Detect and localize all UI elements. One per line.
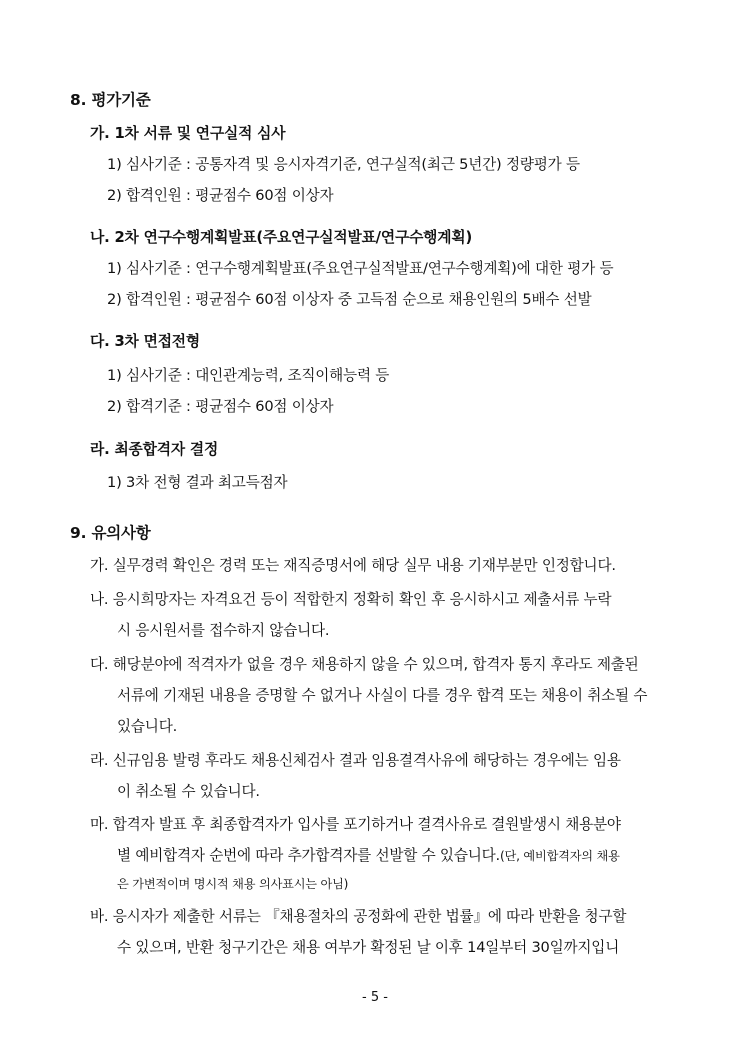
section-8-da-heading: 다. 3차 면접전형 [90, 333, 200, 350]
section-9-da-line-2: 서류에 기재된 내용을 증명할 수 없거나 사실이 다를 경우 합격 또는 채용이 취소될 수 [117, 687, 648, 704]
section-9-ma-line-1: 마. 합격자 발표 후 최종합격자가 입사를 포기하거나 결격사유로 결원발생시 채용분야 [90, 816, 621, 833]
section-9-da-line-1: 다. 해당분야에 적격자가 없을 경우 채용하지 않을 수 있으며, 합격자 통지 후라도 제출된 [90, 656, 639, 673]
section-8-na-heading: 나. 2차 연구수행계획발표(주요연구실적발표/연구수행계획) [90, 229, 473, 246]
section-9-ma-line-2-main: 별 예비합격자 순번에 따라 추가합격자를 선발할 수 있습니다. [117, 847, 500, 864]
section-8-ga-item-1: 1) 심사기준 : 공통자격 및 응시자격기준, 연구실적(최근 5년간) 정량평가 등 [107, 156, 580, 173]
section-9-ma-line-3: 은 가변적이며 명시적 채용 의사표시는 아님) [117, 877, 349, 891]
section-9-ra-line-1: 라. 신규임용 발령 후라도 채용신체검사 결과 임용결격사유에 해당하는 경우에는 임용 [90, 752, 621, 769]
section-8-da-item-1: 1) 심사기준 : 대인관계능력, 조직이해능력 등 [107, 367, 390, 384]
section-8-ga-heading: 가. 1차 서류 및 연구실적 심사 [90, 125, 286, 142]
page-number: - 5 - [362, 990, 388, 1005]
section-9-ba-line-2: 수 있으며, 반환 청구기간은 채용 여부가 확정된 날 이후 14일부터 30일까지입니 [117, 939, 620, 956]
section-9-ga: 가. 실무경력 확인은 경력 또는 재직증명서에 해당 실무 내용 기재부분만 인정합니다. [90, 557, 616, 574]
section-9-heading: 9. 유의사항 [70, 524, 151, 542]
section-9-na-line-2: 시 응시원서를 접수하지 않습니다. [117, 622, 330, 639]
section-9-ma-line-2 [117, 846, 620, 866]
section-8-na-item-1: 1) 심사기준 : 연구수행계획발표(주요연구실적발표/연구수행계획)에 대한 평가 등 [107, 260, 614, 277]
section-9-na-line-1: 나. 응시희망자는 자격요건 등이 적합한지 정확히 확인 후 응시하시고 제출서류 누락 [90, 591, 612, 608]
section-8-ga-item-2: 2) 합격인원 : 평균점수 60점 이상자 [107, 187, 334, 204]
section-8-ra-item-1: 1) 3차 전형 결과 최고득점자 [107, 474, 288, 491]
section-8-na-item-2: 2) 합격인원 : 평균점수 60점 이상자 중 고득점 순으로 채용인원의 5배수 선발 [107, 291, 592, 308]
section-8-heading: 8. 평가기준 [70, 91, 151, 109]
section-8-da-item-2: 2) 합격기준 : 평균점수 60점 이상자 [107, 398, 334, 415]
section-9-ra-line-2: 이 취소될 수 있습니다. [117, 783, 260, 800]
section-9-ba-line-1: 바. 응시자가 제출한 서류는 『채용절차의 공정화에 관한 법률』에 따라 반환을 청구할 [90, 908, 627, 925]
section-9-ma-line-2-note: (단, 예비합격자의 채용 [499, 849, 620, 863]
section-8-ra-heading: 라. 최종합격자 결정 [90, 441, 219, 458]
section-9-da-line-3: 있습니다. [117, 718, 178, 735]
